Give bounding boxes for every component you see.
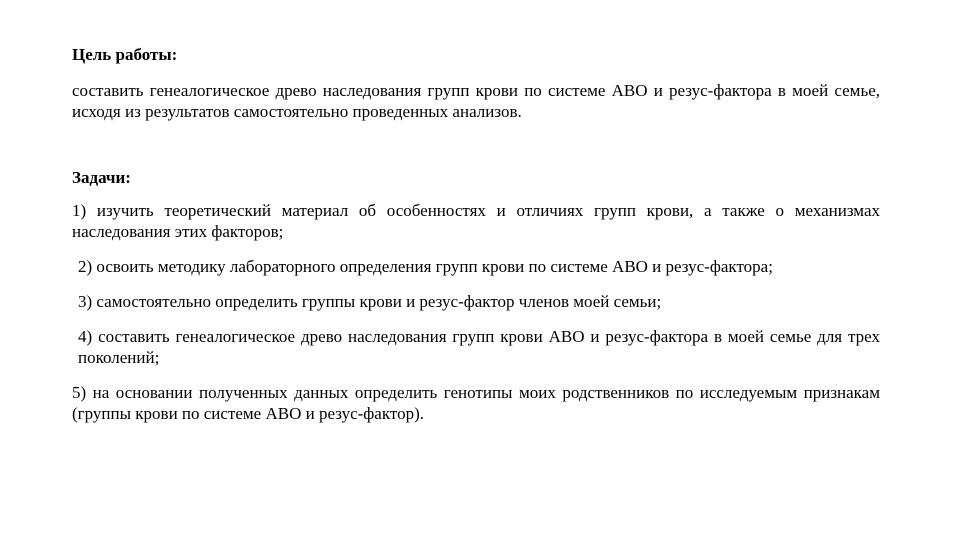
- task-item-3: 3) самостоятельно определить группы крови и резус-фактор членов моей семьи;: [78, 292, 662, 311]
- task-item-2: 2) освоить методику лабораторного определения групп крови по системе АВО и резус-фактора;: [78, 257, 773, 276]
- task-item-5: 5) на основании полученных данных определить генотипы моих родственников по исследуемым признакам (группы крови по системе АВО и резус-фактор).: [72, 383, 880, 423]
- goal-text: составить генеалогическое древо наследования групп крови по системе АВО и резус-фактора в моей семье, исходя из результатов самостоятельно проведенных анализов.: [72, 81, 880, 121]
- tasks-list: [72, 200, 880, 424]
- tasks-heading: Задачи:: [72, 168, 131, 187]
- task-item-1: 1) изучить теоретический материал об особенностях и отличиях групп крови, а также о механизмах наследования этих факторов;: [72, 201, 880, 241]
- goal-heading: Цель работы:: [72, 45, 178, 64]
- slide-content: [72, 44, 880, 438]
- task-item-4: 4) составить генеалогическое древо наследования групп крови АВО и резус-фактора в моей семье для трех поколений;: [78, 327, 880, 367]
